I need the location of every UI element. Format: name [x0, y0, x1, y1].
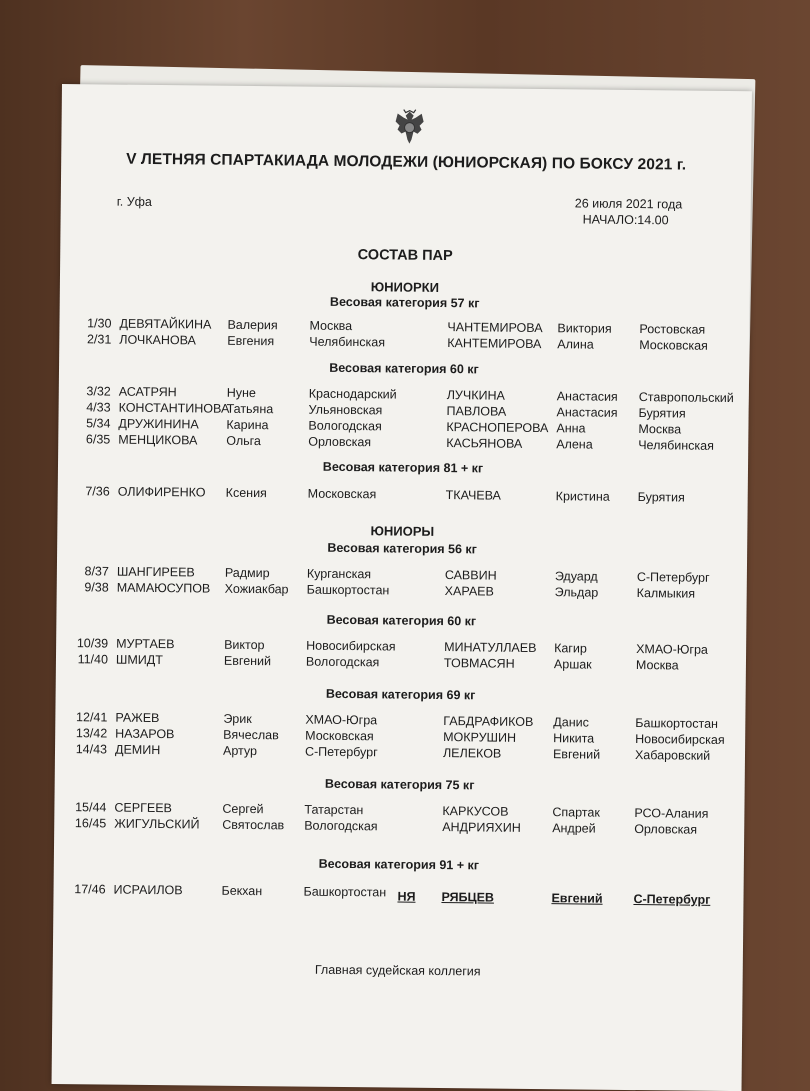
cell-b-last: ХАРАЕВ [444, 584, 494, 599]
cell-a-region: Московская [307, 486, 377, 502]
cell-mark: НЯ [397, 889, 416, 904]
cell-a-region: Челябинская [309, 334, 386, 350]
group-heading-female: ЮНИОРКИ [370, 279, 440, 295]
cell-b-first: Алина [557, 337, 594, 352]
weight-heading: Весовая категория 56 кг [327, 540, 477, 557]
page-title: V ЛЕТНЯЯ СПАРТАКИАДА МОЛОДЕЖИ (ЮНИОРСКАЯ) ПО БОКСУ 2021 г. [126, 150, 687, 174]
cell-a-first: Евгений [223, 653, 272, 669]
cell-num: 15/44 [75, 800, 107, 815]
cell-a-first: Сергей [222, 801, 264, 817]
cell-num: 6/35 [85, 432, 111, 447]
cell-a-region: Вологодская [304, 818, 378, 834]
cell-a-region: ХМАО-Югра [305, 712, 378, 728]
cell-a-first: Валерия [227, 317, 278, 333]
cell-a-region: Курганская [306, 566, 372, 582]
cell-a-region: Башкортостан [306, 582, 390, 598]
document-page [52, 84, 752, 1091]
cell-a-region: С-Петербург [304, 744, 378, 760]
cell-a-first: Хожиакбар [224, 581, 289, 597]
cell-num: 14/43 [75, 742, 108, 757]
weight-heading: Весовая категория 57 кг [329, 294, 480, 311]
cell-a-last: ЖИГУЛЬСКИЙ [114, 816, 200, 832]
cell-a-last: ОЛИФИРЕНКО [117, 484, 206, 500]
cell-a-last: АСАТРЯН [118, 384, 177, 400]
cell-num: 12/41 [76, 710, 108, 725]
cell-a-last: МЕНЦИКОВА [118, 432, 198, 448]
cell-a-last: ИСРАИЛОВ [113, 882, 183, 898]
cell-num: 10/39 [76, 636, 109, 651]
cell-num: 13/42 [75, 726, 108, 741]
cell-b-first: Спартак [552, 805, 600, 820]
cell-b-last: ЛЕЛЕКОВ [442, 746, 502, 761]
cell-num: 2/31 [86, 332, 112, 347]
weight-heading: Весовая категория 60 кг [326, 612, 477, 629]
footer-signature: Главная судейская коллегия [314, 962, 481, 979]
cell-b-region: Башкортостан [635, 716, 719, 731]
cell-b-region: Москва [638, 422, 682, 437]
event-date [575, 195, 683, 228]
cell-a-region: Ульяновская [308, 402, 383, 418]
cell-b-last: МОКРУШИН [443, 730, 517, 745]
cell-a-region: Новосибирская [306, 638, 396, 654]
section-heading: СОСТАВ ПАР [357, 247, 453, 265]
cell-b-first: Кристина [555, 489, 610, 504]
cell-b-region: ХМАО-Югра [636, 642, 708, 657]
cell-a-last: КОНСТАНТИНОВА [118, 400, 230, 416]
cell-a-region: Москва [309, 318, 353, 334]
cell-a-first: Бекхан [221, 883, 263, 899]
cell-b-region: Бурятия [637, 490, 685, 505]
cell-a-first: Радмир [224, 565, 270, 581]
cell-b-last: ТКАЧЕВА [445, 488, 502, 503]
cell-a-first: Ольга [226, 433, 261, 449]
cell-b-first: Евгений [551, 891, 603, 906]
cell-b-last: САВВИН [444, 568, 497, 583]
cell-a-region: Вологодская [305, 654, 380, 670]
cell-b-last: РЯБЦЕВ [441, 890, 495, 905]
coat-of-arms-icon [391, 107, 427, 149]
cell-b-last: ТОВМАСЯН [443, 656, 515, 671]
cell-a-region: Московская [305, 728, 374, 744]
cell-b-region: Челябинская [638, 438, 715, 453]
cell-a-region: Башкортостан [303, 884, 387, 900]
weight-heading: Весовая категория 69 кг [325, 686, 476, 703]
cell-b-region: С-Петербург [636, 570, 710, 585]
cell-a-last: ДЕВЯТАЙКИНА [119, 316, 212, 332]
weight-heading: Весовая категория 75 кг [324, 776, 475, 793]
cell-a-last: ЛОЧКАНОВА [119, 332, 197, 348]
cell-b-last: ПАВЛОВА [446, 404, 507, 419]
cell-a-first: Вячеслав [223, 727, 279, 743]
cell-a-last: ДЕМИН [114, 742, 161, 758]
cell-b-region: РСО-Алания [634, 806, 709, 821]
cell-b-region: С-Петербург [633, 892, 711, 907]
cell-b-region: Москва [635, 658, 679, 673]
cell-b-region: Московская [639, 338, 708, 353]
cell-a-first: Эрик [223, 711, 252, 727]
cell-a-first: Артур [222, 743, 258, 759]
cell-b-first: Евгений [552, 747, 601, 762]
cell-b-region: Ставропольский [638, 390, 734, 406]
date-text: 26 июля 2021 года [574, 196, 683, 212]
cell-a-first: Татьяна [226, 401, 274, 417]
cell-b-first: Эльдар [554, 585, 599, 600]
city: г. Уфа [116, 194, 152, 209]
cell-b-first: Эдуард [554, 569, 598, 584]
table-row [53, 882, 743, 905]
cell-b-first: Анастасия [556, 405, 618, 420]
cell-a-first: Ксения [225, 485, 267, 501]
cell-a-last: ШМИДТ [115, 652, 164, 668]
cell-a-first: Карина [226, 417, 269, 433]
weight-heading: Весовая категория 60 кг [329, 360, 479, 377]
weight-heading: Весовая категория 91 + кг [318, 856, 480, 873]
cell-a-first: Виктор [224, 637, 265, 653]
cell-b-last: КРАСНОПЕРОВА [446, 420, 549, 436]
cell-a-region: Вологодская [308, 418, 382, 434]
weight-heading: Весовая категория 81 + кг [322, 459, 484, 476]
cell-a-last: ШАНГИРЕЕВ [116, 564, 195, 580]
cell-b-last: КАРКУСОВ [442, 804, 509, 819]
cell-b-first: Андрей [552, 821, 596, 836]
cell-b-first: Данис [553, 715, 589, 730]
cell-num: 1/30 [87, 316, 112, 331]
cell-b-last: ЧАНТЕМИРОВА [447, 320, 543, 336]
cell-num: 4/33 [86, 400, 111, 415]
cell-b-last: АНДРИЯХИН [442, 820, 521, 835]
cell-b-first: Виктория [557, 321, 612, 336]
cell-b-region: Новосибирская [635, 732, 725, 747]
cell-b-last: КАСЬЯНОВА [446, 436, 523, 451]
cell-a-last: НАЗАРОВ [115, 726, 175, 742]
cell-num: 5/34 [86, 416, 111, 431]
cell-a-last: МУРТАЕВ [116, 636, 175, 652]
cell-b-region: Бурятия [638, 406, 686, 421]
cell-b-region: Калмыкия [636, 586, 696, 601]
cell-num: 9/38 [84, 580, 109, 595]
cell-a-last: ДРУЖИНИНА [118, 416, 199, 432]
cell-a-region: Татарстан [304, 802, 364, 818]
cell-b-region: Ростовская [639, 322, 706, 337]
cell-b-last: ЛУЧКИНА [446, 388, 505, 403]
cell-b-first: Никита [553, 731, 595, 746]
cell-a-first: Нуне [226, 385, 256, 401]
cell-b-first: Анастасия [556, 389, 618, 404]
cell-b-first: Кагир [554, 641, 587, 656]
cell-b-region: Орловская [634, 822, 698, 837]
cell-a-region: Краснодарский [308, 386, 397, 402]
cell-num: 16/45 [74, 816, 107, 831]
cell-b-first: Аршак [553, 657, 592, 672]
cell-b-first: Анна [556, 421, 586, 436]
cell-num: 7/36 [85, 484, 110, 499]
cell-b-region: Хабаровский [634, 748, 711, 763]
cell-a-first: Святослав [222, 817, 285, 833]
cell-num: 3/32 [86, 384, 111, 399]
cell-b-last: МИНАТУЛЛАЕВ [444, 640, 537, 655]
cell-a-last: РАЖЕВ [115, 710, 160, 726]
cell-a-last: МАМАЮСУПОВ [116, 580, 211, 596]
cell-a-first: Евгения [227, 333, 275, 349]
cell-b-last: КАНТЕМИРОВА [447, 336, 542, 352]
cell-num: 8/37 [84, 564, 109, 579]
cell-a-region: Орловская [308, 434, 372, 450]
cell-b-last: ГАБДРАФИКОВ [443, 714, 534, 729]
table-row [58, 484, 748, 507]
group-heading-male: ЮНИОРЫ [370, 523, 435, 539]
cell-num: 17/46 [74, 882, 106, 897]
cell-b-first: Алена [556, 437, 593, 452]
start-time: НАЧАЛО:14.00 [582, 212, 669, 228]
cell-num: 11/40 [77, 652, 109, 667]
cell-a-last: СЕРГЕЕВ [114, 800, 172, 816]
